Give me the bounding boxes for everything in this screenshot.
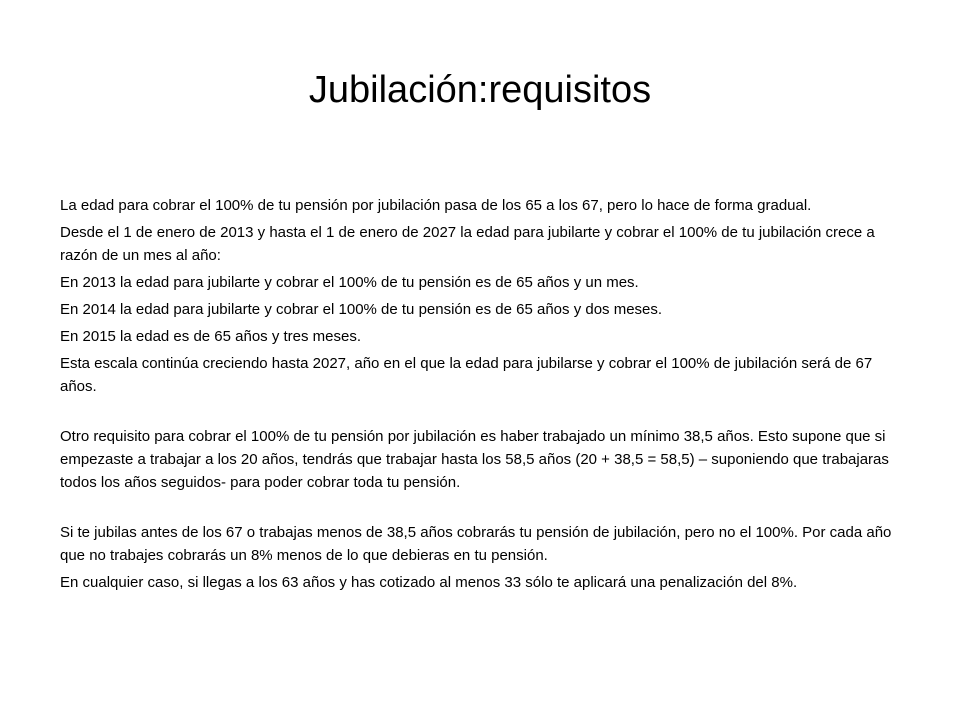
paragraph-year-2014: En 2014 la edad para jubilarte y cobrar el 100% de tu pensión es de 65 años y dos meses. — [60, 301, 663, 318]
paragraph-scale-2027: Esta escala continúa creciendo hasta 2027, año en el que la edad para jubilarse y cobrar el 100% de jubilación será de 67 años. — [60, 355, 873, 395]
paragraph-age-gradual: La edad para cobrar el 100% de tu pensión por jubilación pasa de los 65 a los 67, pero lo hace de forma gradual. — [60, 197, 812, 214]
paragraph-year-2013: En 2013 la edad para jubilarte y cobrar el 100% de tu pensión es de 65 años y un mes. — [60, 274, 639, 291]
slide-body — [60, 194, 912, 598]
paragraph-early-retirement: Si te jubilas antes de los 67 o trabajas menos de 38,5 años cobrarás tu pensión de jubilación, pero no el 100%. Por cada año que no trabajes cobrarás un 8% menos de lo que debieras en tu pensión. — [60, 524, 892, 564]
slide-title: Jubilación:requisitos — [308, 69, 652, 111]
paragraph-age-schedule: Desde el 1 de enero de 2013 y hasta el 1 de enero de 2027 la edad para jubilarte y cobrar el 100% de tu jubilación crece a razón de un mes al año: — [60, 224, 875, 264]
paragraph-year-2015: En 2015 la edad es de 65 años y tres meses. — [60, 328, 362, 345]
paragraph-penalty: En cualquier caso, si llegas a los 63 años y has cotizado al menos 33 sólo te aplicará una penalización del 8%. — [60, 574, 798, 591]
paragraph-years-worked: Otro requisito para cobrar el 100% de tu pensión por jubilación es haber trabajado un mínimo 38,5 años. Esto supone que si empezaste a trabajar a los 20 años, tendrás que trabajar hasta los 58,5 años (20 + 38,5 = 58,5) – suponiendo que trabajaras todos los años seguidos- para poder cobrar toda tu pensión. — [60, 428, 889, 491]
